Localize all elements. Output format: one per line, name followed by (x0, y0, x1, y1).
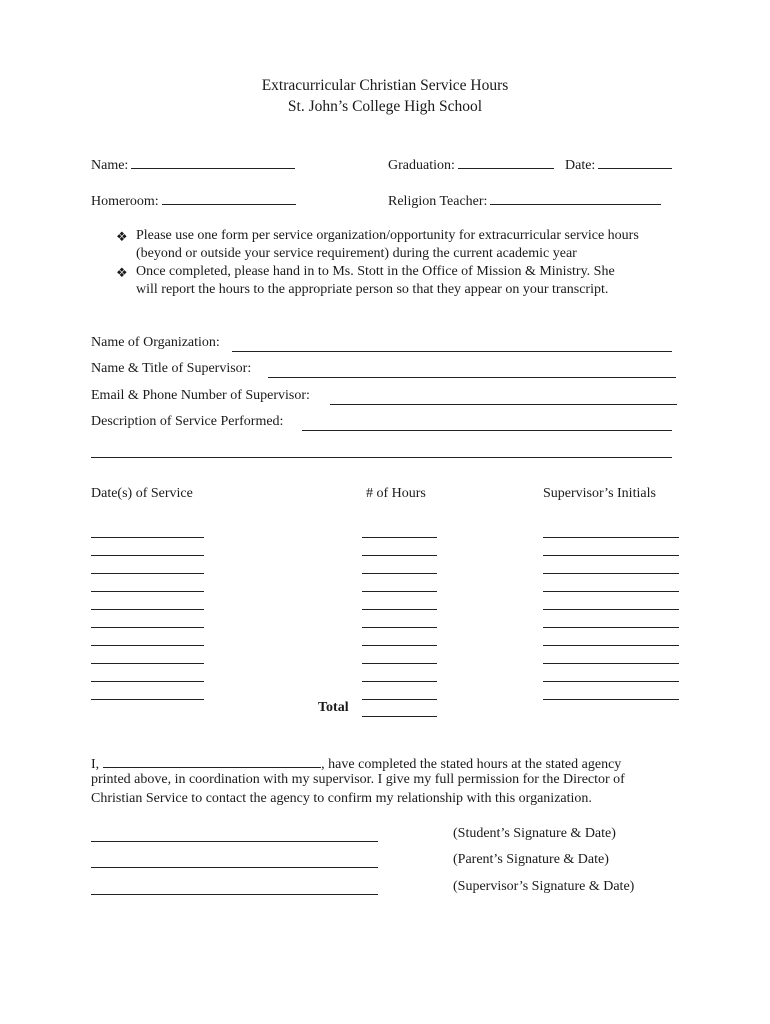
hours-blank[interactable] (362, 663, 437, 664)
supervisor-contact-blank[interactable] (330, 404, 677, 405)
supervisor-name-blank[interactable] (268, 377, 676, 378)
hours-column-header: # of Hours (366, 486, 426, 501)
date-of-service-blank[interactable] (91, 645, 204, 646)
student-signature-label: (Student’s Signature & Date) (453, 826, 616, 841)
date-of-service-blank[interactable] (91, 573, 204, 574)
instruction-1-line-1: Please use one form per service organization/opportunity for extracurricular service hours (136, 228, 639, 243)
student-signature-line[interactable] (91, 841, 378, 842)
form-title: Extracurricular Christian Service Hours (261, 77, 509, 94)
supervisor-signature-line[interactable] (91, 894, 378, 895)
organization-name-label: Name of Organization: (91, 335, 220, 350)
supervisor-initials-blank[interactable] (543, 627, 679, 628)
hours-blank[interactable] (362, 699, 437, 700)
diamond-bullet-icon: ❖ (116, 265, 128, 280)
homeroom-label: Homeroom: (91, 194, 159, 209)
supervisor-name-label: Name & Title of Supervisor: (91, 361, 252, 376)
homeroom-field[interactable] (91, 192, 296, 210)
description-blank-2[interactable] (91, 457, 672, 458)
date-field[interactable] (565, 156, 672, 174)
description-label: Description of Service Performed: (91, 414, 284, 429)
graduation-label: Graduation: (388, 158, 455, 173)
school-name: St. John’s College High School (287, 98, 483, 115)
statement-prefix: I, (91, 757, 100, 772)
parent-signature-line[interactable] (91, 867, 378, 868)
initials-column-header: Supervisor’s Initials (543, 486, 656, 501)
hours-blank[interactable] (362, 681, 437, 682)
supervisor-initials-blank[interactable] (543, 699, 679, 700)
statement-line-1 (91, 755, 621, 773)
date-of-service-blank[interactable] (91, 609, 204, 610)
supervisor-initials-blank[interactable] (543, 681, 679, 682)
date-of-service-blank[interactable] (91, 591, 204, 592)
date-blank[interactable] (598, 156, 672, 169)
supervisor-initials-blank[interactable] (543, 663, 679, 664)
supervisor-initials-blank[interactable] (543, 645, 679, 646)
hours-blank[interactable] (362, 537, 437, 538)
date-of-service-blank[interactable] (91, 699, 204, 700)
hours-blank[interactable] (362, 555, 437, 556)
homeroom-blank[interactable] (162, 192, 296, 205)
supervisor-initials-blank[interactable] (543, 555, 679, 556)
hours-blank[interactable] (362, 627, 437, 628)
instruction-2-line-2: will report the hours to the appropriate person so that they appear on your transcript. (136, 282, 609, 297)
supervisor-initials-blank[interactable] (543, 537, 679, 538)
supervisor-contact-label: Email & Phone Number of Supervisor: (91, 388, 310, 403)
supervisor-signature-label: (Supervisor’s Signature & Date) (453, 879, 635, 894)
total-label: Total (318, 700, 349, 715)
name-field[interactable] (91, 156, 295, 174)
supervisor-initials-blank[interactable] (543, 609, 679, 610)
parent-signature-label: (Parent’s Signature & Date) (453, 852, 609, 867)
name-label: Name: (91, 158, 129, 173)
organization-name-blank[interactable] (232, 351, 672, 352)
religion-teacher-field[interactable] (388, 192, 661, 210)
diamond-bullet-icon: ❖ (116, 229, 128, 244)
instruction-2-line-1: Once completed, please hand in to Ms. Stott in the Office of Mission & Ministry. She (136, 264, 615, 279)
religion-teacher-blank[interactable] (490, 192, 661, 205)
hours-blank[interactable] (362, 609, 437, 610)
student-name-blank[interactable] (103, 755, 321, 768)
statement-line-2: printed above, in coordination with my supervisor. I give my full permission for the Director of (91, 772, 625, 787)
graduation-blank[interactable] (458, 156, 554, 169)
statement-line-3: Christian Service to contact the agency to confirm my relationship with this organization. (91, 791, 592, 806)
hours-blank[interactable] (362, 591, 437, 592)
date-of-service-blank[interactable] (91, 681, 204, 682)
date-of-service-blank[interactable] (91, 663, 204, 664)
religion-teacher-label: Religion Teacher: (388, 194, 488, 209)
instruction-1-line-2: (beyond or outside your service requirement) during the current academic year (136, 246, 577, 261)
date-label: Date: (565, 158, 596, 173)
statement-line-1-rest: , have completed the stated hours at the stated agency (321, 757, 622, 772)
description-blank[interactable] (302, 430, 672, 431)
dates-column-header: Date(s) of Service (91, 486, 193, 501)
date-of-service-blank[interactable] (91, 555, 204, 556)
hours-blank[interactable] (362, 573, 437, 574)
total-hours-blank[interactable] (362, 716, 437, 717)
hours-blank[interactable] (362, 645, 437, 646)
date-of-service-blank[interactable] (91, 627, 204, 628)
supervisor-initials-blank[interactable] (543, 573, 679, 574)
graduation-field[interactable] (388, 156, 554, 174)
name-blank[interactable] (131, 156, 295, 169)
supervisor-initials-blank[interactable] (543, 591, 679, 592)
date-of-service-blank[interactable] (91, 537, 204, 538)
